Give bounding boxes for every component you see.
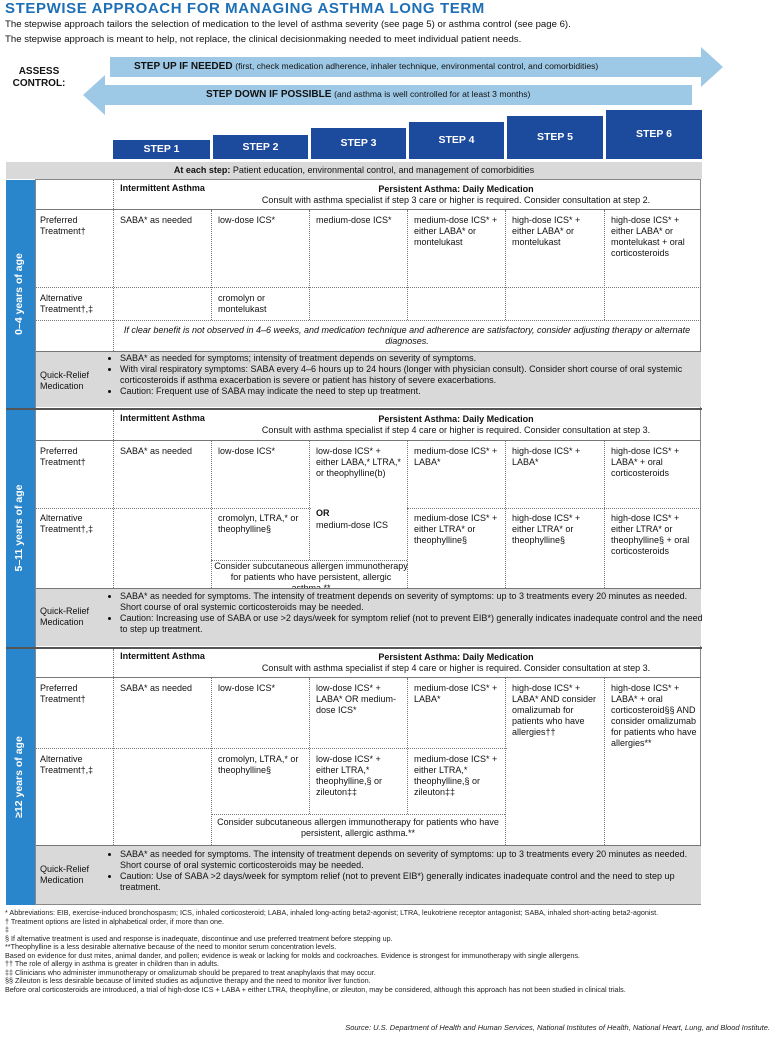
footnote: **Theophylline is a less desirable alternative because of the need to monitor serum concentration levels. (5, 942, 337, 951)
divider (407, 508, 701, 509)
age-label-0-4: 0–4 years of age (13, 253, 25, 335)
intro-line-1: The stepwise approach tailors the selection of medication to the level of asthma severity (see page 5) or asthma control (see page 6). (5, 19, 571, 30)
divider (36, 677, 701, 678)
g3-immunotherapy-note: Consider subcutaneous allergen immunotherapy for patients who have persistent, allergic asthma.** (217, 817, 499, 838)
g1-preferred-step3: medium-dose ICS* (316, 215, 392, 225)
col-divider (309, 678, 310, 814)
col-divider (407, 210, 408, 320)
col-divider (113, 649, 114, 845)
g2-alternative-label: Alternative Treatment†,‡ (40, 513, 94, 534)
group-separator (6, 408, 702, 410)
g1-preferred-label: Preferred Treatment† (40, 215, 86, 236)
g3-quick-item: • SABA* as needed for symptoms. The intensity of treatment depends on severity of symptoms: up to 3 treatments every 20 minutes as needed. Short course of oral systemic corticosteroids may be needed. (120, 849, 710, 871)
step-down-arrow-head (82, 75, 106, 115)
g2-preferred-step4: medium-dose ICS* + LABA* (414, 446, 498, 467)
col-divider (113, 180, 114, 351)
g3-intermittent-header: Intermittent Asthma (120, 651, 205, 661)
footnote: §§ Zileuton is less desirable because of limited studies as adjunctive therapy and the need to monitor liver function. (5, 976, 371, 985)
at-each-step-label: At each step: (173, 165, 231, 175)
g3-quick-label: Quick-Relief Medication (40, 864, 90, 885)
col-divider (211, 441, 212, 588)
g2-step3-or: OR (316, 508, 330, 518)
divider (36, 209, 701, 210)
g2-preferred-step6: high-dose ICS* + LABA* + oral corticosteroids (611, 446, 680, 478)
g3-consult-note: Consult with asthma specialist if step 4 care or higher is required. Consider consultation at step 3. (261, 663, 651, 673)
col-divider (505, 441, 506, 588)
g2-intermittent-header: Intermittent Asthma (120, 413, 205, 423)
g2-consult-note: Consult with asthma specialist if step 4 care or higher is required. Consider consultation at step 3. (261, 425, 651, 435)
footnote: ‡‡ Clinicians who administer immunotherapy or omalizumab should be prepared to treat anaphylaxis that may occur. (5, 967, 376, 977)
g1-intermittent-header: Intermittent Asthma (120, 183, 205, 193)
step-1-box: STEP 1 (113, 140, 210, 159)
col-divider (505, 678, 506, 845)
footnotes (5, 909, 770, 994)
g2-preferred-label: Preferred Treatment† (40, 446, 86, 467)
g1-quick-item: • Caution: Frequent use of SABA may indicate the need to step up treatment. (120, 386, 710, 397)
g2-persistent-header: Persistent Asthma: Daily Medication (378, 414, 534, 424)
g1-quick-list (106, 353, 710, 397)
step-up-note: (first, check medication adherence, inhaler technique, environmental control, and comorbidities) (235, 61, 599, 71)
g2-quick-list (106, 591, 710, 635)
g1-preferred-step5: high-dose ICS* + either LABA* or montelukast (512, 215, 581, 247)
g3-persistent-header: Persistent Asthma: Daily Medication (378, 652, 534, 662)
col-divider (407, 441, 408, 588)
g2-alternative-step5: high-dose ICS* + either LTRA* or theophylline§ (512, 513, 581, 545)
footnote: ‡ (5, 925, 9, 934)
age-label-12-plus: ≥12 years of age (13, 736, 25, 818)
g3-preferred-step3: low-dose ICS* + LABA* OR medium-dose ICS* (316, 683, 397, 715)
source-credit: Source: U.S. Department of Health and Human Services, National Institutes of Health, National Heart, Lung, and Blood Institute. (345, 1023, 770, 1032)
g1-alternative-label: Alternative Treatment†,‡ (40, 293, 94, 314)
g3-preferred-label: Preferred Treatment† (40, 683, 86, 704)
step-5-box: STEP 5 (507, 116, 603, 159)
step-2-box: STEP 2 (213, 135, 308, 159)
col-divider (309, 210, 310, 320)
g3-quick-list (106, 849, 710, 893)
footnote: § If alternative treatment is used and response is inadequate, discontinue and use preferred treatment before stepping up. (5, 933, 393, 943)
g1-preferred-step4: medium-dose ICS* + either LABA* or montelukast (414, 215, 498, 247)
g2-preferred-step5: high-dose ICS* + LABA* (512, 446, 581, 467)
step-up-arrow-head (701, 47, 725, 87)
g1-preferred-step2: low-dose ICS* (218, 215, 276, 225)
step-down-note: (and asthma is well controlled for at least 3 months) (334, 89, 531, 99)
at-each-step-text: Patient education, environmental control, and management of comorbidities (232, 165, 535, 175)
step-3-box: STEP 3 (311, 128, 406, 159)
g2-quick-item: • Caution: Increasing use of SABA or use >2 days/week for symptom relief (not to prevent EIB*) generally indicates inadequate control and the need to step up treatment. (120, 613, 710, 635)
g2-alternative-step4: medium-dose ICS* + either LTRA* or theophylline§ (414, 513, 498, 545)
col-divider (309, 441, 310, 560)
footnote: Before oral corticosteroids are introduced, a trial of high-dose ICS + LABA + either LTRA, theophylline, or zileuton, may be considered, although this approach has not been studied in clinical trials. (5, 984, 626, 994)
divider (36, 508, 311, 509)
g1-quick-label: Quick-Relief Medication (40, 370, 90, 391)
g3-alternative-step2: cromolyn, LTRA,* or theophylline§ (218, 754, 299, 775)
g2-alternative-step6: high-dose ICS* + either LTRA* or theophylline§ + oral corticosteroids (611, 513, 690, 556)
g2-preferred-step1: SABA* as needed (120, 446, 193, 456)
step-6-box: STEP 6 (606, 110, 702, 159)
age-label-5-11: 5–11 years of age (13, 484, 25, 572)
g1-quick-item: • With viral respiratory symptoms: SABA every 4–6 hours up to 24 hours (longer with physician consult). Consider short course of oral systemic corticosteroids if asthma exacerbation is severe or patient has history of severe exacerbations. (120, 364, 710, 386)
footnote: † Treatment options are listed in alphabetical order, if more than one. (5, 916, 224, 926)
g2-preferred-step3: low-dose ICS* + either LABA,* LTRA,* or theophylline(b) (316, 446, 401, 478)
g3-alternative-step4: medium-dose ICS* + either LTRA,* theophylline,§ or zileuton‡‡ (414, 754, 498, 797)
g3-alternative-label: Alternative Treatment†,‡ (40, 754, 94, 775)
step-up-arrow (110, 57, 702, 77)
g2-quick-label: Quick-Relief Medication (40, 606, 90, 627)
g1-quick-item: • SABA* as needed for symptoms; intensity of treatment depends on severity of symptoms. (120, 353, 710, 364)
step-down-arrow (104, 85, 692, 105)
g2-preferred-step2: low-dose ICS* (218, 446, 276, 456)
col-divider (604, 210, 605, 320)
divider (36, 440, 701, 441)
intro-line-2: The stepwise approach is meant to help, not replace, the clinical decisionmaking needed to meet individual patient needs. (5, 34, 522, 45)
g1-alternative-step2: cromolyn or montelukast (218, 293, 267, 314)
g1-persistent-header: Persistent Asthma: Daily Medication (378, 184, 534, 194)
col-divider (505, 210, 506, 320)
col-divider (407, 678, 408, 814)
g3-preferred-step4: medium-dose ICS* + LABA* (414, 683, 498, 704)
g2-alternative-step2: cromolyn, LTRA,* or theophylline§ (218, 513, 299, 534)
divider (36, 287, 701, 288)
col-divider (604, 678, 605, 845)
g2-quick-item: • SABA* as needed for symptoms. The intensity of treatment depends on severity of symptoms: up to 3 treatments every 20 minutes as needed. Short course of oral systemic corticosteroids may be needed. (120, 591, 710, 613)
footnote: †† The role of allergy in asthma is greater in children than in adults. (5, 959, 220, 968)
page-title: STEPWISE APPROACH FOR MANAGING ASTHMA LONG TERM (5, 0, 485, 17)
g1-consult-note: Consult with asthma specialist if step 3 care or higher is required. Consider consultation at step 2. (261, 195, 651, 205)
g1-preferred-step1: SABA* as needed (120, 215, 193, 225)
step-up-label: STEP UP IF NEEDED (134, 61, 233, 72)
step-4-box: STEP 4 (409, 122, 504, 159)
at-each-step-band (6, 162, 702, 179)
col-divider (604, 441, 605, 588)
g3-preferred-step5: high-dose ICS* + LABA* AND consider omalizumab for patients who have allergies†† (512, 683, 597, 737)
group-separator (6, 647, 702, 649)
g3-preferred-step6: high-dose ICS* + LABA* + oral corticosteroid§§ AND consider omalizumab for patients who have allergies** (611, 683, 697, 748)
col-divider (211, 678, 212, 845)
g3-alternative-step3: low-dose ICS* + either LTRA,* theophylline,§ or zileuton‡‡ (316, 754, 383, 797)
divider (36, 748, 507, 749)
col-divider (211, 210, 212, 320)
assess-control-label: ASSESS CONTROL: (12, 66, 66, 89)
col-divider (113, 410, 114, 588)
g2-immunotherapy-note: Consider subcutaneous allergen immunotherapy for patients who have persistent, allergic (214, 561, 408, 582)
g3-quick-item: • Caution: Use of SABA >2 days/week for symptom relief (not to prevent EIB*) generally indicates inadequate control and the need to step up treatment. (120, 871, 710, 893)
g3-preferred-step1: SABA* as needed (120, 683, 193, 693)
footnote: Based on evidence for dust mites, animal dander, and pollen; evidence is weak or lacking for molds and cockroaches. Evidence is strongest for immunotherapy with single allergens. (5, 950, 580, 960)
step-down-label: STEP DOWN IF POSSIBLE (206, 89, 332, 100)
divider (36, 320, 701, 321)
g1-preferred-step6: high-dose ICS* + either LABA* or montelukast + oral corticosteroids (611, 215, 685, 258)
g1-clear-benefit-note: If clear benefit is not observed in 4–6 weeks, and medication technique and adherence are satisfactory, consider adjusting therapy or alternate diagnoses. (123, 325, 691, 346)
divider (211, 814, 505, 815)
footnote: * Abbreviations: EIB, exercise-induced bronchospasm; ICS, inhaled corticosteroid; LABA, inhaled long-acting beta2-agonist; LTRA, leukotriene receptor antagonist; SABA, inhaled short-acting beta2-agonist. (5, 908, 659, 917)
g3-preferred-step2: low-dose ICS* (218, 683, 276, 693)
g2-step3-alt: medium-dose ICS (316, 520, 389, 530)
